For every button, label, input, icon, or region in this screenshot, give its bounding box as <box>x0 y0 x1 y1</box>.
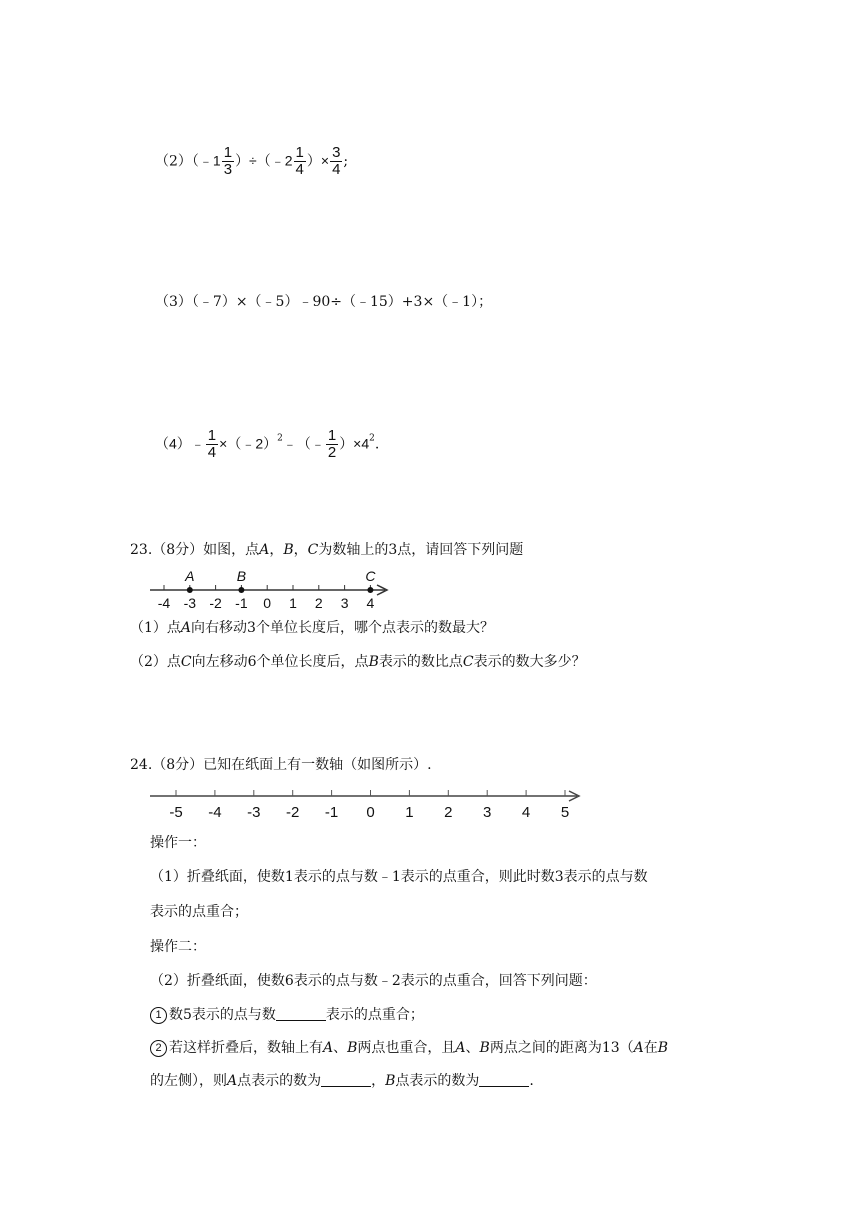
q24-c1 <box>150 1005 424 1025</box>
sub-text: 两点之间的距离为13（ <box>489 1040 634 1056</box>
point-name: B <box>368 654 379 670</box>
sub-text: 向右移动3个单位长度后，哪个点表示的数最大？ <box>191 620 494 636</box>
tick-label: -2 <box>209 595 222 611</box>
tick-label: -4 <box>208 804 222 821</box>
exponent: 2 <box>369 433 375 444</box>
q23-sub1 <box>130 618 494 638</box>
numerator: 1 <box>327 427 337 444</box>
point-name: C <box>180 654 192 670</box>
tick-label: 0 <box>263 595 272 611</box>
fraction <box>330 145 342 178</box>
tick-label: -3 <box>183 595 197 611</box>
tick-label: 2 <box>314 595 323 611</box>
tick-label: 5 <box>560 804 570 821</box>
q24-c2-b <box>150 1071 534 1091</box>
exponent: 2 <box>277 433 283 444</box>
sub-text: 在 <box>643 1040 658 1056</box>
stem-text: 为数轴上的3点，请回答下列问题 <box>318 542 524 558</box>
q24-stem <box>130 755 432 775</box>
circled-number: 1 <box>150 1007 167 1024</box>
sub-text: 表示的数大多少？ <box>473 654 586 670</box>
tick-label: 3 <box>483 804 492 821</box>
point-name: A <box>259 542 270 558</box>
tick-label: -1 <box>324 804 339 821</box>
denominator: 3 <box>223 161 233 178</box>
sub-text: 、 <box>465 1040 480 1056</box>
tick-label: -3 <box>247 804 261 821</box>
stem-text: （8分）如图，点 <box>152 542 260 558</box>
tick-label: -5 <box>169 804 183 821</box>
point-name: A <box>180 620 192 636</box>
numerator: 1 <box>295 144 304 161</box>
fraction <box>222 145 234 178</box>
tick-label: 1 <box>405 804 414 821</box>
tick-label: 0 <box>366 804 375 821</box>
tick-label: 4 <box>521 804 531 821</box>
sub-text: 两点也重合，且 <box>357 1040 456 1056</box>
numerator: 3 <box>332 144 341 161</box>
point-name: A <box>323 1040 334 1056</box>
point-name: B <box>479 1040 490 1056</box>
sub-text: 表示的数比点 <box>378 654 463 670</box>
expr-part: （4）﹣ <box>155 435 205 452</box>
denominator: 4 <box>207 444 217 461</box>
point-name: C <box>307 542 319 558</box>
q24-op1-q1b: 表示的点重合； <box>150 904 248 920</box>
numerator: 1 <box>223 144 233 161</box>
sub-text: ， <box>371 1073 386 1089</box>
expr-part: ×（﹣2） <box>219 435 278 452</box>
sub-text: （2）点 <box>130 654 181 670</box>
problem-4 <box>155 428 379 461</box>
tick-label: 1 <box>289 595 297 611</box>
q24-op2-q: （2）折叠纸面，使数6表示的点与数﹣2表示的点重合，回答下列问题： <box>150 973 597 989</box>
point-label: C <box>365 568 376 584</box>
problem-label: （2） <box>155 153 192 170</box>
answer-blank[interactable] <box>479 1072 529 1087</box>
point-name: A <box>227 1073 238 1089</box>
q23-stem <box>130 540 523 560</box>
q23-number-line <box>145 563 405 613</box>
stem-text: ， <box>269 542 284 558</box>
q24-op2: 操作二： <box>150 939 206 955</box>
sub-text: 若这样折叠后，数轴上有 <box>169 1040 323 1056</box>
point-dot <box>367 587 373 593</box>
problem-2 <box>155 145 348 178</box>
tick-label: -2 <box>286 804 300 821</box>
point-name: B <box>385 1073 396 1089</box>
denominator: 4 <box>295 161 304 178</box>
problem-3: （3）（﹣7）×（﹣5）﹣90÷（﹣15）+3×（﹣1）； <box>155 294 493 310</box>
point-label: A <box>185 568 195 584</box>
tick-label: 4 <box>366 595 375 611</box>
expr-part: ; <box>343 153 349 170</box>
fraction <box>206 428 218 461</box>
numerator: 1 <box>207 427 217 444</box>
expr-part: ）× <box>306 152 330 169</box>
fraction <box>326 428 338 461</box>
q24-c2 <box>150 1038 668 1058</box>
circled-number: 2 <box>150 1040 167 1057</box>
point-dot <box>238 587 244 593</box>
sub-text: 表示的点重合； <box>325 1007 424 1023</box>
stem-text: （8分）已知在纸面上有一数轴（如图所示）. <box>152 757 432 773</box>
denominator: 4 <box>332 161 341 178</box>
expr-part: . <box>374 436 380 453</box>
q24-op1-q1: （1）折叠纸面，使数1表示的点与数﹣1表示的点重合，则此时数3表示的点与数 <box>150 869 648 885</box>
sub-text: 、 <box>333 1040 348 1056</box>
point-name: B <box>347 1040 358 1056</box>
sub-text: 点表示的数为 <box>395 1073 480 1089</box>
tick-label: 3 <box>340 595 349 611</box>
expr-part: ﹣（﹣ <box>282 435 325 452</box>
point-name: C <box>462 654 474 670</box>
sub-text: （1）点 <box>130 620 181 636</box>
tick-label: 2 <box>444 804 453 821</box>
point-dot <box>187 587 193 593</box>
sub-text: 点表示的数为 <box>237 1073 322 1089</box>
question-number: 24. <box>130 757 153 773</box>
q24-number-line <box>145 786 595 826</box>
point-name: A <box>455 1040 466 1056</box>
point-name: A <box>633 1040 644 1056</box>
expr-part: ）÷（﹣2 <box>235 152 293 169</box>
fraction <box>294 145 306 178</box>
answer-blank[interactable] <box>276 1006 326 1021</box>
expr-part: ）×4 <box>339 435 370 452</box>
question-number: 23. <box>130 542 153 558</box>
sub-text: . <box>529 1073 534 1089</box>
stem-text: ， <box>293 542 308 558</box>
tick-label: -1 <box>235 595 248 611</box>
sub-text: 的左侧），则 <box>150 1073 227 1089</box>
expr-part: （﹣1 <box>191 152 221 169</box>
sub-text: 数5表示的点与数 <box>169 1007 276 1023</box>
denominator: 2 <box>327 444 337 461</box>
point-name: B <box>657 1040 669 1056</box>
point-label: B <box>236 568 247 584</box>
tick-label: -4 <box>157 595 171 611</box>
q24-op1: 操作一： <box>150 835 206 851</box>
answer-blank[interactable] <box>321 1072 371 1087</box>
sub-text: 向左移动6个单位长度后，点 <box>191 654 369 670</box>
point-name: B <box>283 542 294 558</box>
q23-sub2 <box>130 652 586 672</box>
